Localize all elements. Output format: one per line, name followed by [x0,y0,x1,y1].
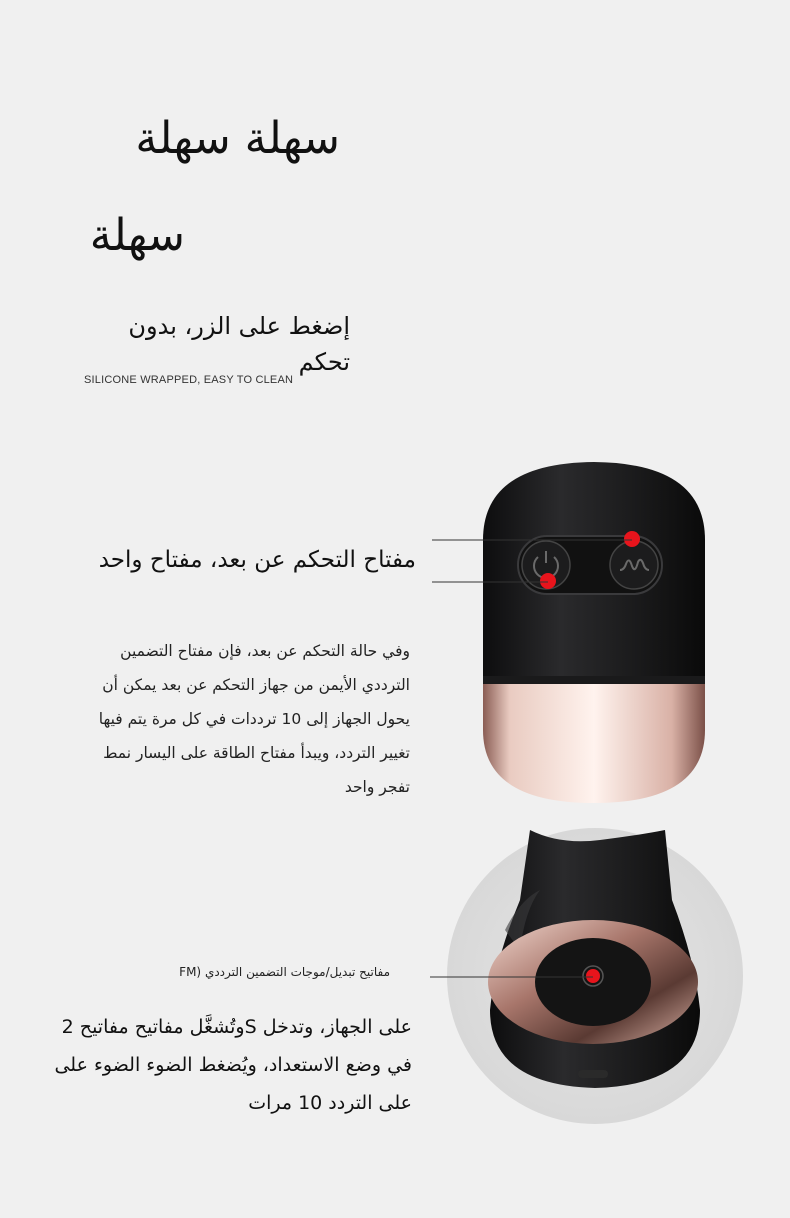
fm-switch-label: FM) مفاتيح تبديل/موجات التضمين الترددي [179,965,390,979]
page-title-line-1: سهلة سهلة [135,113,340,164]
device [447,828,743,1124]
device-indicator-dot [586,969,600,983]
device-description: على الجهاز، وتدخل Sوتُشغَّل مفاتيح مفاتيح 2 في وضع الاستعداد، ويُضغط الضوء الضوء على على التردد 10 مرات [54,1016,412,1114]
charging-port [578,1070,608,1078]
remote-description: وفي حالة التحكم عن بعد، فإن مفتاح التضمين الترددي الأيمن من جهاز التحكم عن بعد يمكن أن يحول الجهاز إلى 10 ترددات في كل مرة يتم فيها تغيير التردد، ويبدأ مفتاح الطاقة على اليسار نمط تفجر واحد [98,642,410,796]
indicator-dot-fm [624,531,640,547]
indicator-dot-power [540,573,556,589]
remote-control [483,462,705,803]
tagline: SILICONE WRAPPED, EASY TO CLEAN [84,374,294,386]
subtitle: إضغط على الزر، بدون تحكم [128,312,350,376]
remote-heading: مفتاح التحكم عن بعد، مفتاح واحد [98,547,416,573]
page-title-line-2: سهلة [89,210,185,261]
remote-fm-button [610,541,658,589]
